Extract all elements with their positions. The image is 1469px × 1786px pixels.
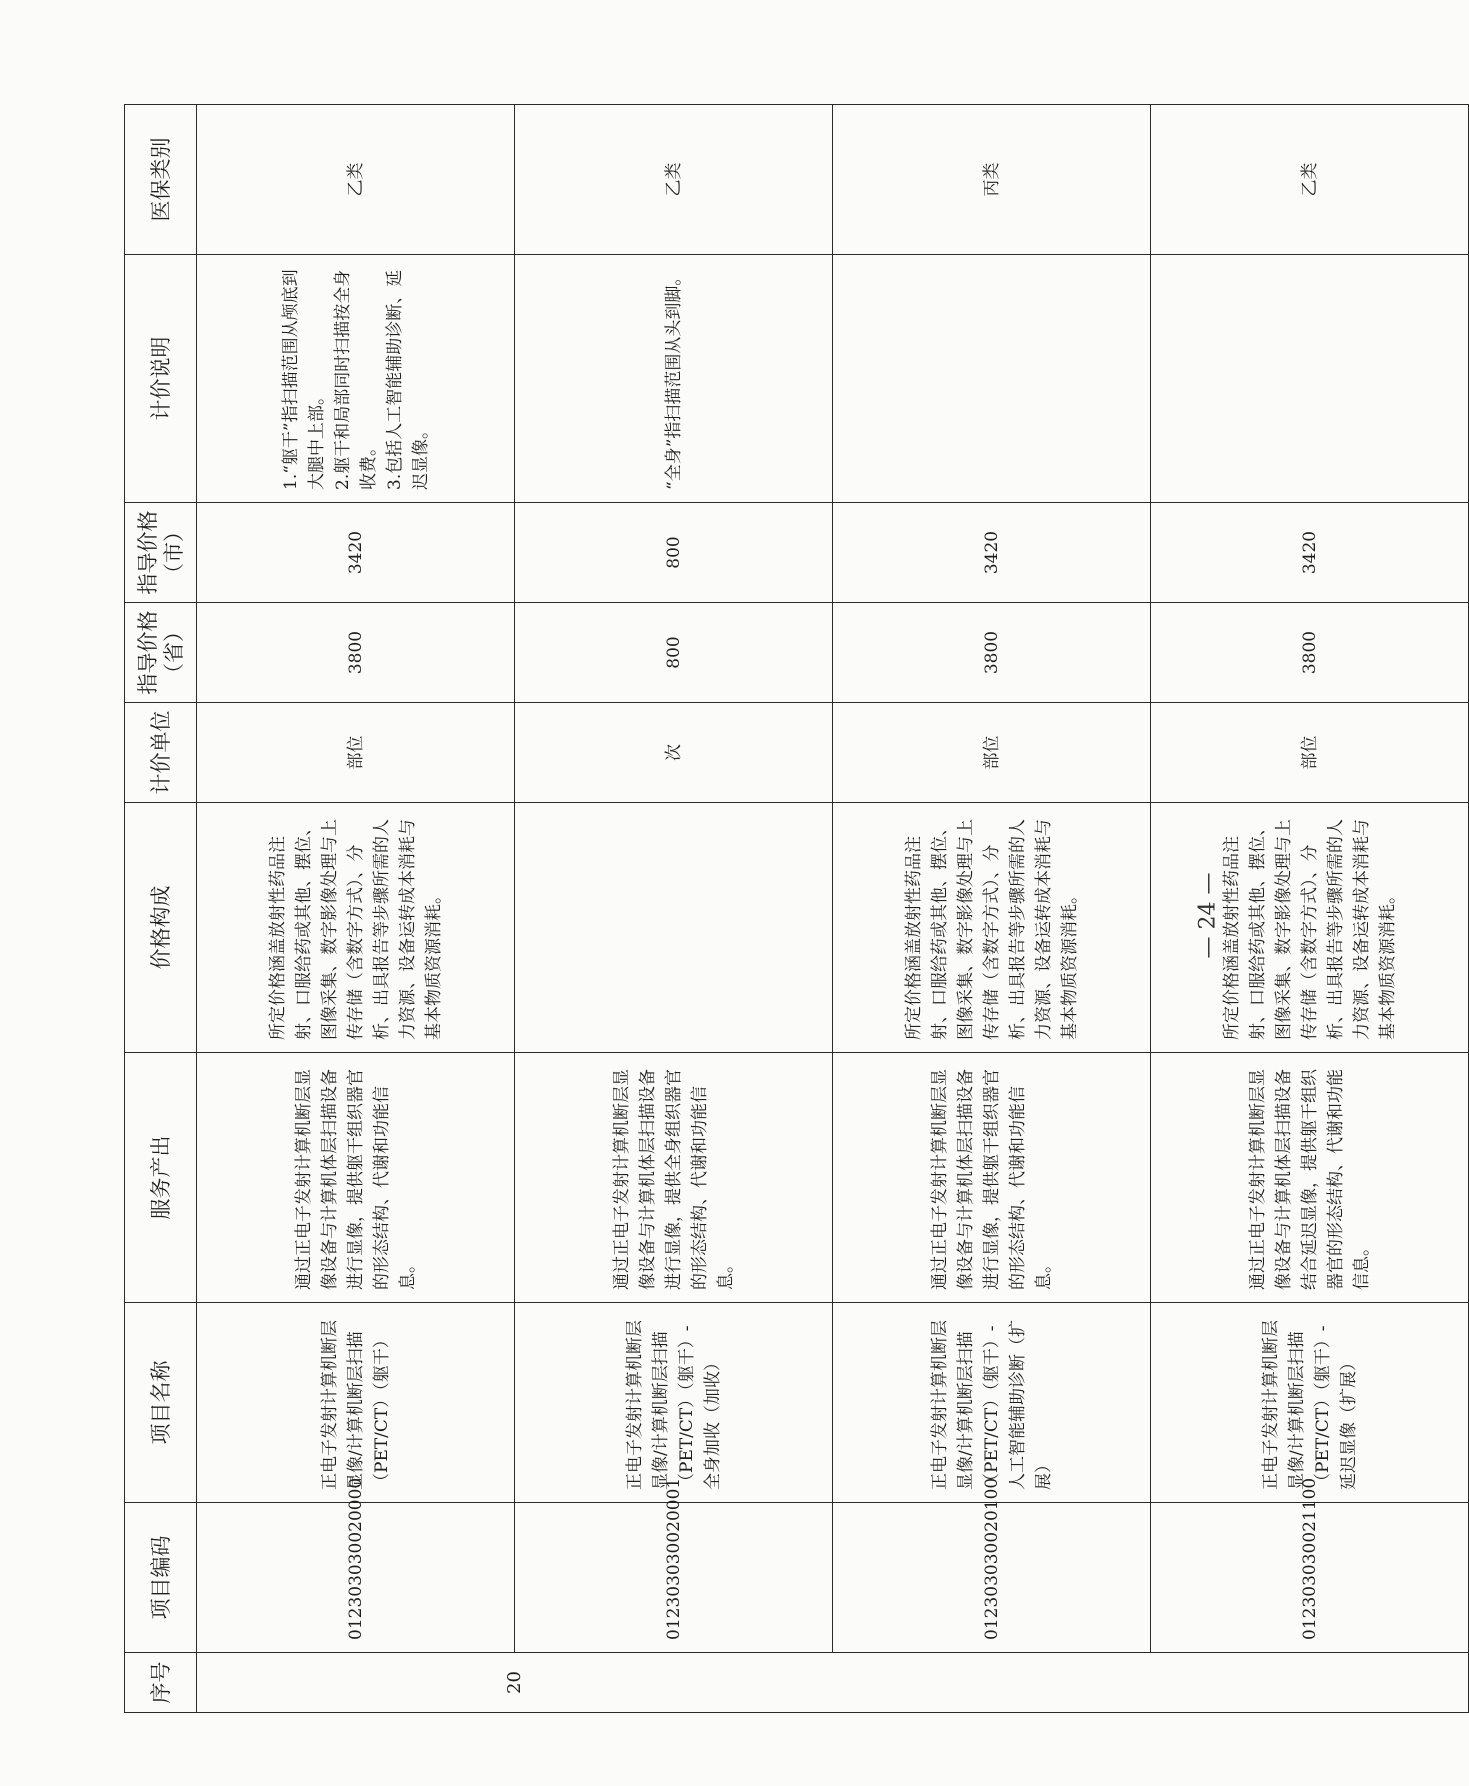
notes-cell xyxy=(515,255,833,503)
price-city-cell: 800 xyxy=(515,503,833,603)
price-prov-cell: 3800 xyxy=(197,603,515,703)
price-prov-cell: 800 xyxy=(515,603,833,703)
note-line: 1.“躯干”指扫描范围从颅底到大腿中上部。 xyxy=(280,269,327,490)
header-composition: 价格构成 xyxy=(125,803,197,1053)
unit-cell: 部位 xyxy=(833,703,1151,803)
code-cell: 012303030021100 xyxy=(1151,1503,1469,1653)
code-cell: 012303030020001 xyxy=(515,1503,833,1653)
header-name: 项目名称 xyxy=(125,1303,197,1503)
insurance-cell: 乙类 xyxy=(515,105,833,255)
notes-cell xyxy=(1151,255,1469,503)
price-composition: 所定价格涵盖放射性药品注射、口服给药或其他、摆位、图像采集、数字影像处理与上传存储（含数字方式）、分析、出具报告等步骤所需的人力资源、设备运转成本消耗与基本物质资源消耗。 xyxy=(1221,819,1398,1040)
item-name: 正电子发射计算机断层显像/计算机断层扫描（PET/CT）（躯干）-人工智能辅助诊断（扩展） xyxy=(929,1320,1054,1490)
note-line: “全身”指扫描范围从头到脚。 xyxy=(663,268,684,490)
name-cell xyxy=(515,1303,833,1503)
seq-cell xyxy=(1151,1653,1469,1713)
insurance-cell: 乙类 xyxy=(1151,105,1469,255)
service-output: 通过正电子发射计算机断层显像设备与计算机体层扫描设备进行显像，提供躯干组织器官的形态结构、代谢和功能信息。 xyxy=(293,1069,418,1290)
output-cell xyxy=(1151,1053,1469,1303)
header-code: 项目编码 xyxy=(125,1503,197,1653)
header-unit: 计价单位 xyxy=(125,703,197,803)
name-cell xyxy=(197,1303,515,1503)
header-price-prov: 指导价格（省） xyxy=(125,603,197,703)
table-row xyxy=(515,105,833,1713)
seq-cell xyxy=(197,1653,525,1713)
rotated-table-container xyxy=(124,105,1468,1713)
insurance-cell: 乙类 xyxy=(197,105,515,255)
composition-cell xyxy=(833,803,1151,1053)
output-cell xyxy=(197,1053,515,1303)
seq-cell xyxy=(833,1653,1151,1713)
note-line: 2.躯干和局部同时扫描按全身收费。 xyxy=(332,269,379,490)
table-row xyxy=(833,105,1151,1713)
note-line: 3.包括人工智能辅助诊断、延迟显像。 xyxy=(384,269,431,490)
output-cell xyxy=(833,1053,1151,1303)
code-cell: 012303030020000 xyxy=(197,1503,515,1653)
price-composition: 所定价格涵盖放射性药品注射、口服给药或其他、摆位、图像采集、数字影像处理与上传存储（含数字方式）、分析、出具报告等步骤所需的人力资源、设备运转成本消耗与基本物质资源消耗。 xyxy=(903,819,1080,1040)
unit-cell: 部位 xyxy=(197,703,515,803)
price-city-cell: 3420 xyxy=(833,503,1151,603)
seq-number: 20 xyxy=(503,1671,525,1694)
name-cell xyxy=(833,1303,1151,1503)
item-name: 正电子发射计算机断层显像/计算机断层扫描（PET/CT）（躯干）-延迟显像（扩展） xyxy=(1260,1320,1359,1490)
notes-cell xyxy=(197,255,515,503)
item-name: 正电子发射计算机断层显像/计算机断层扫描（PET/CT）（躯干） xyxy=(319,1320,392,1490)
notes-cell xyxy=(833,255,1151,503)
item-name: 正电子发射计算机断层显像/计算机断层扫描（PET/CT）（躯干）-全身加收（加收） xyxy=(624,1320,723,1490)
header-price-city: 指导价格（市） xyxy=(125,503,197,603)
price-prov-cell: 3800 xyxy=(1151,603,1469,703)
name-cell xyxy=(1151,1303,1469,1503)
price-prov-cell: 3800 xyxy=(833,603,1151,703)
header-seq: 序号 xyxy=(125,1653,197,1713)
price-city-cell: 3420 xyxy=(197,503,515,603)
seq-cell xyxy=(515,1653,833,1713)
code-cell: 012303030020100 xyxy=(833,1503,1151,1653)
service-output: 通过正电子发射计算机断层显像设备与计算机体层扫描设备进行显像，提供躯干组织器官的形态结构、代谢和功能信息。 xyxy=(929,1069,1054,1290)
header-output: 服务产出 xyxy=(125,1053,197,1303)
composition-cell xyxy=(515,803,833,1053)
unit-cell: 部位 xyxy=(1151,703,1469,803)
price-table xyxy=(124,104,1469,1713)
price-city-cell: 3420 xyxy=(1151,503,1469,603)
table-row xyxy=(197,105,515,1713)
unit-cell: 次 xyxy=(515,703,833,803)
price-composition: 所定价格涵盖放射性药品注射、口服给药或其他、摆位、图像采集、数字影像处理与上传存储（含数字方式）、分析、出具报告等步骤所需的人力资源、设备运转成本消耗与基本物质资源消耗。 xyxy=(267,819,444,1040)
service-output: 通过正电子发射计算机断层显像设备与计算机体层扫描设备结合延迟显像，提供躯干组织器官的形态结构、代谢和功能信息。 xyxy=(1247,1069,1372,1290)
output-cell xyxy=(515,1053,833,1303)
composition-cell xyxy=(197,803,515,1053)
header-row xyxy=(125,105,197,1713)
page-number xyxy=(1178,815,1238,1015)
insurance-cell: 丙类 xyxy=(833,105,1151,255)
header-notes: 计价说明 xyxy=(125,255,197,503)
header-insurance: 医保类别 xyxy=(125,105,197,255)
page-number-text: — 24 — xyxy=(1195,872,1221,958)
service-output: 通过正电子发射计算机断层显像设备与计算机体层扫描设备进行显像，提供全身组织器官的形态结构、代谢和功能信息。 xyxy=(611,1069,736,1290)
